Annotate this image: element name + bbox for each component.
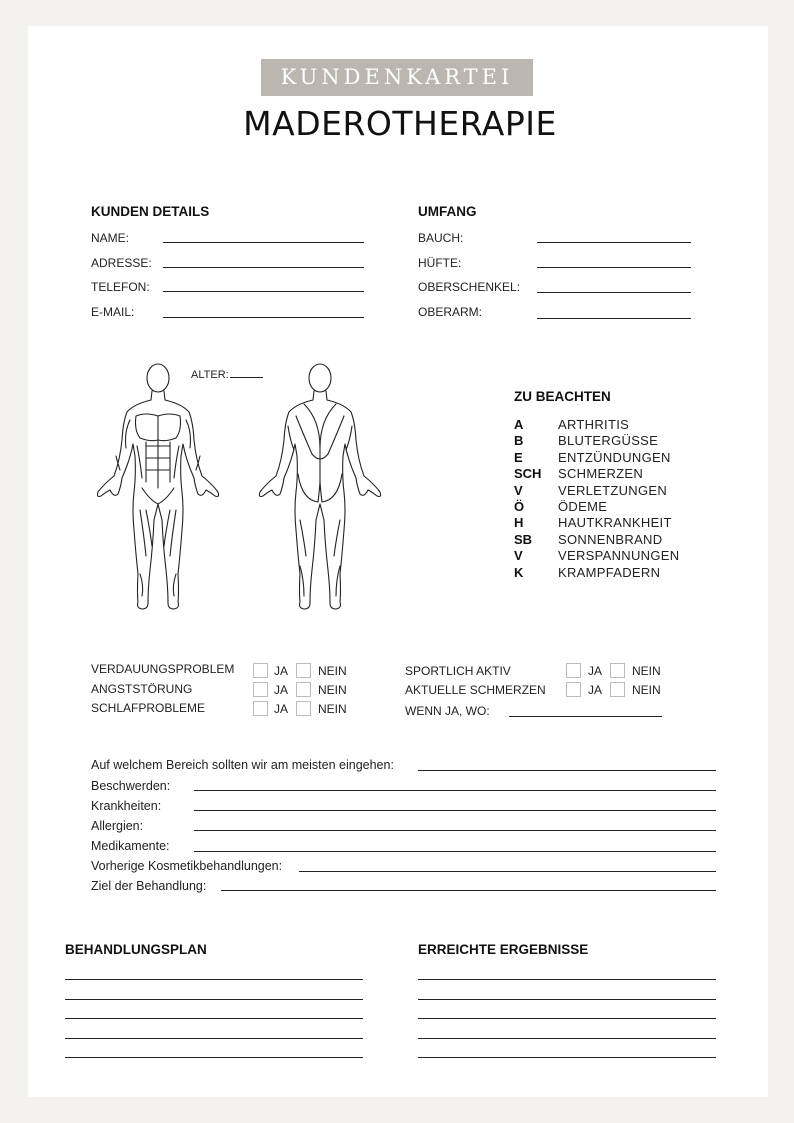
check-digestion-no-box[interactable] <box>296 663 311 678</box>
note-label: VERSPANNUNGEN <box>558 548 680 564</box>
check-anxiety-no-box[interactable] <box>296 682 311 697</box>
question-illnesses-field[interactable] <box>194 810 716 811</box>
check-pain-no-box[interactable] <box>610 682 625 697</box>
question-focus-area-field[interactable] <box>418 770 716 771</box>
age-label: ALTER: <box>191 369 229 381</box>
note-code: V <box>514 482 523 498</box>
check-label-sleep: SCHLAFPROBLEME <box>91 701 206 715</box>
address-field[interactable] <box>163 267 364 268</box>
body-chart <box>90 360 390 620</box>
question-allergies-field[interactable] <box>194 830 716 831</box>
name-label: NAME: <box>91 231 130 245</box>
results-line[interactable] <box>418 999 716 1000</box>
note-code: SCH <box>514 466 542 482</box>
question-focus-area: Auf welchem Bereich sollten wir am meisten eingehen: <box>91 758 394 772</box>
note-code: V <box>514 548 523 564</box>
note-code: B <box>514 433 524 449</box>
email-field[interactable] <box>163 317 364 318</box>
note-code: Ö <box>514 499 525 514</box>
front-body-figure <box>97 364 218 609</box>
email-label: E-MAIL: <box>91 305 135 319</box>
measurements-heading: UMFANG <box>418 204 477 219</box>
thigh-label: OBERSCHENKEL: <box>418 280 521 294</box>
check-sport-yes-box[interactable] <box>566 663 581 678</box>
question-medication-field[interactable] <box>194 851 716 852</box>
question-previous-treatments: Vorherige Kosmetikbehandlungen: <box>91 859 283 873</box>
hip-label: HÜFTE: <box>418 256 462 270</box>
note-label: KRAMPFADERN <box>558 564 661 580</box>
check-anxiety-yes-box[interactable] <box>253 682 268 697</box>
check-digestion-yes: JA <box>274 664 289 678</box>
check-pain-no: NEIN <box>632 683 661 697</box>
results-line[interactable] <box>418 1057 716 1058</box>
address-label: ADRESSE: <box>91 256 152 270</box>
customer-details-heading: KUNDEN DETAILS <box>91 204 210 219</box>
belly-field[interactable] <box>537 242 691 243</box>
phone-label: TELEFON: <box>91 280 150 294</box>
note-label: SCHMERZEN <box>558 466 644 482</box>
check-anxiety-no: NEIN <box>318 683 347 697</box>
where-field[interactable] <box>509 716 662 717</box>
results-line[interactable] <box>418 979 716 980</box>
note-label: VERLETZUNGEN <box>558 482 668 498</box>
question-allergies: Allergien: <box>91 819 144 833</box>
check-sleep-no-box[interactable] <box>296 701 311 716</box>
check-sport-no: NEIN <box>632 664 661 678</box>
treatment-plan-heading: BEHANDLUNGSPLAN <box>65 942 207 957</box>
note-code: H <box>514 515 524 531</box>
note-label: ENTZÜNDUNGEN <box>558 449 671 465</box>
check-label-sport: SPORTLICH AKTIV <box>405 664 511 678</box>
page-title: MADEROTHERAPIE <box>243 104 557 143</box>
phone-field[interactable] <box>163 291 364 292</box>
check-anxiety-yes: JA <box>274 683 289 697</box>
name-field[interactable] <box>163 242 364 243</box>
check-digestion-no: NEIN <box>318 664 347 678</box>
hip-field[interactable] <box>537 267 691 268</box>
check-label-anxiety: ANGSTSTÖRUNG <box>91 682 193 696</box>
note-label: SONNENBRAND <box>558 531 663 547</box>
belly-label: BAUCH: <box>418 231 464 245</box>
question-treatment-goal: Ziel der Behandlung: <box>91 879 207 893</box>
check-digestion-yes-box[interactable] <box>253 663 268 678</box>
note-label: ARTHRITIS <box>558 417 630 432</box>
note-code: SB <box>514 531 533 547</box>
notes-heading: ZU BEACHTEN <box>514 389 611 404</box>
check-label-pain: AKTUELLE SCHMERZEN <box>405 683 546 697</box>
note-code: K <box>514 564 524 580</box>
check-pain-yes-box[interactable] <box>566 682 581 697</box>
where-label: WENN JA, WO: <box>405 704 490 718</box>
results-line[interactable] <box>418 1018 716 1019</box>
question-medication: Medikamente: <box>91 839 170 853</box>
treatment-plan-line[interactable] <box>65 1057 363 1058</box>
check-sleep-no: NEIN <box>318 702 347 716</box>
upper-arm-field[interactable] <box>537 318 691 319</box>
question-previous-treatments-field[interactable] <box>299 871 716 872</box>
check-sport-yes: JA <box>588 664 603 678</box>
note-label: BLUTERGÜSSE <box>558 433 659 449</box>
check-sleep-yes: JA <box>274 702 289 716</box>
check-sleep-yes-box[interactable] <box>253 701 268 716</box>
question-complaints-field[interactable] <box>194 790 716 791</box>
question-treatment-goal-field[interactable] <box>221 890 716 891</box>
note-label: ÖDEME <box>558 499 608 514</box>
check-pain-yes: JA <box>588 683 603 697</box>
upper-arm-label: OBERARM: <box>418 305 483 319</box>
results-heading: ERREICHTE ERGEBNISSE <box>418 942 589 957</box>
check-sport-no-box[interactable] <box>610 663 625 678</box>
treatment-plan-line[interactable] <box>65 999 363 1000</box>
treatment-plan-line[interactable] <box>65 1018 363 1019</box>
treatment-plan-line[interactable] <box>65 1038 363 1039</box>
back-body-figure <box>259 364 380 609</box>
thigh-field[interactable] <box>537 292 691 293</box>
check-label-digestion: VERDAUUNGSPROBLEM <box>91 662 235 676</box>
note-code: A <box>514 417 524 432</box>
note-label: HAUTKRANKHEIT <box>558 515 672 531</box>
question-illnesses: Krankheiten: <box>91 799 162 813</box>
treatment-plan-line[interactable] <box>65 979 363 980</box>
note-code: E <box>514 449 523 465</box>
question-complaints: Beschwerden: <box>91 779 171 793</box>
results-line[interactable] <box>418 1038 716 1039</box>
header-banner: KUNDENKARTEI <box>261 59 533 96</box>
